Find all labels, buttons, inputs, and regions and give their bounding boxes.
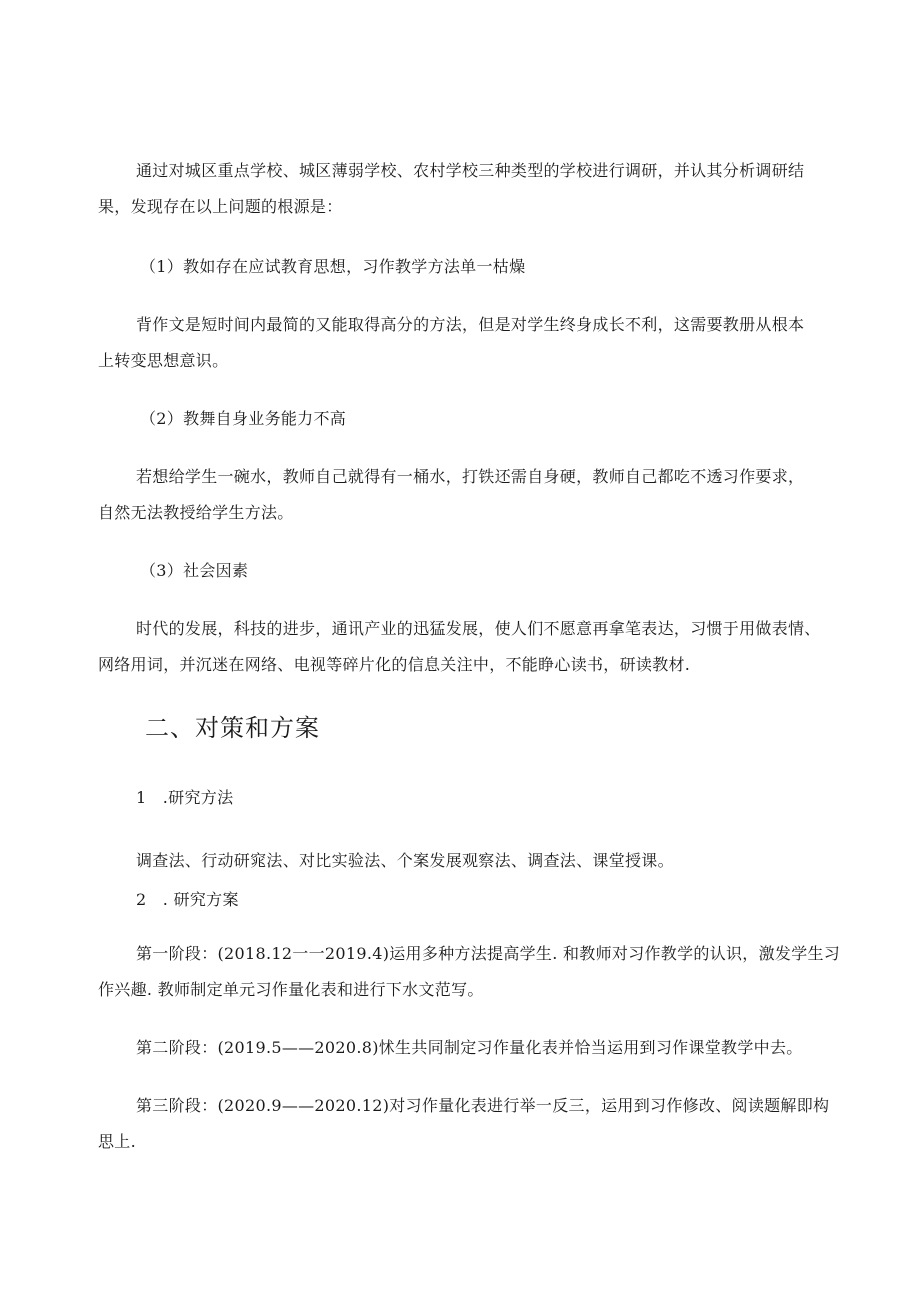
paragraph-3-line-1: 若想给学生一碗水，教师自己就得有一桶水，打铁还需自身硬，教师自己都吃不透习作要求， <box>136 467 805 486</box>
stage-2: 第二阶段：(2019.5——2020.8)怵生共同制定习作量化表并恰当运用到习作课堂教学中去。 <box>136 1038 803 1057</box>
paragraph-2-line-1: 背作文是短时间内最简的又能取得高分的方法，但是对学生终身成长不利，这需要教册从根本 <box>136 315 805 334</box>
stage-3-line-2: 思上. <box>98 1132 136 1151</box>
subheading-research-methods: 1 .研究方法 <box>136 788 234 807</box>
section-heading: 二、对策和方案 <box>145 714 320 742</box>
research-methods-text: 调查法、行动研窕法、对比实验法、个案发展观察法、调查法、课堂授课。 <box>136 851 674 870</box>
paragraph-4-line-1: 时代的发展，科技的进步，通讯产业的迅猛发展，使人们不愿意再拿笔表达，习惯于用做表情、 <box>136 619 821 638</box>
list-item-3: （3）社会因素 <box>140 561 249 580</box>
paragraph-3-line-2: 自然无法教授给学生方法。 <box>98 503 294 522</box>
list-item-1: （1）教如存在应试教育思想，习作教学方法单一枯燥 <box>140 257 526 276</box>
stage-3-line-1: 第三阶段：(2020.9——2020.12)对习作量化表进行举一反三，运用到习作修改、阅读题解即构 <box>136 1096 830 1115</box>
list-item-2: （2）教舞自身业务能力不高 <box>140 409 347 428</box>
subheading-research-plan: 2 . 研究方案 <box>136 890 239 909</box>
paragraph-1-line-2: 果，发现存在以上问题的根源是： <box>98 197 343 216</box>
paragraph-4-line-2: 网络用词，并沉迷在网络、电视等碎片化的信息关注中，不能睁心读书，研读教材. <box>98 655 691 674</box>
stage-1-line-1: 第一阶段：(2018.12一一2019.4)运用多种方法提高学生. 和教师对习作教学的认识，激发学生习 <box>136 944 841 963</box>
paragraph-2-line-2: 上转变思想意识。 <box>98 351 229 370</box>
paragraph-1-line-1: 通过对城区重点学校、城区薄弱学校、农村学校三种类型的学校进行调研，并认其分析调研结 <box>136 161 805 180</box>
stage-1-line-2: 作兴趣. 教师制定单元习作量化表和进行下水文范写。 <box>98 980 484 999</box>
